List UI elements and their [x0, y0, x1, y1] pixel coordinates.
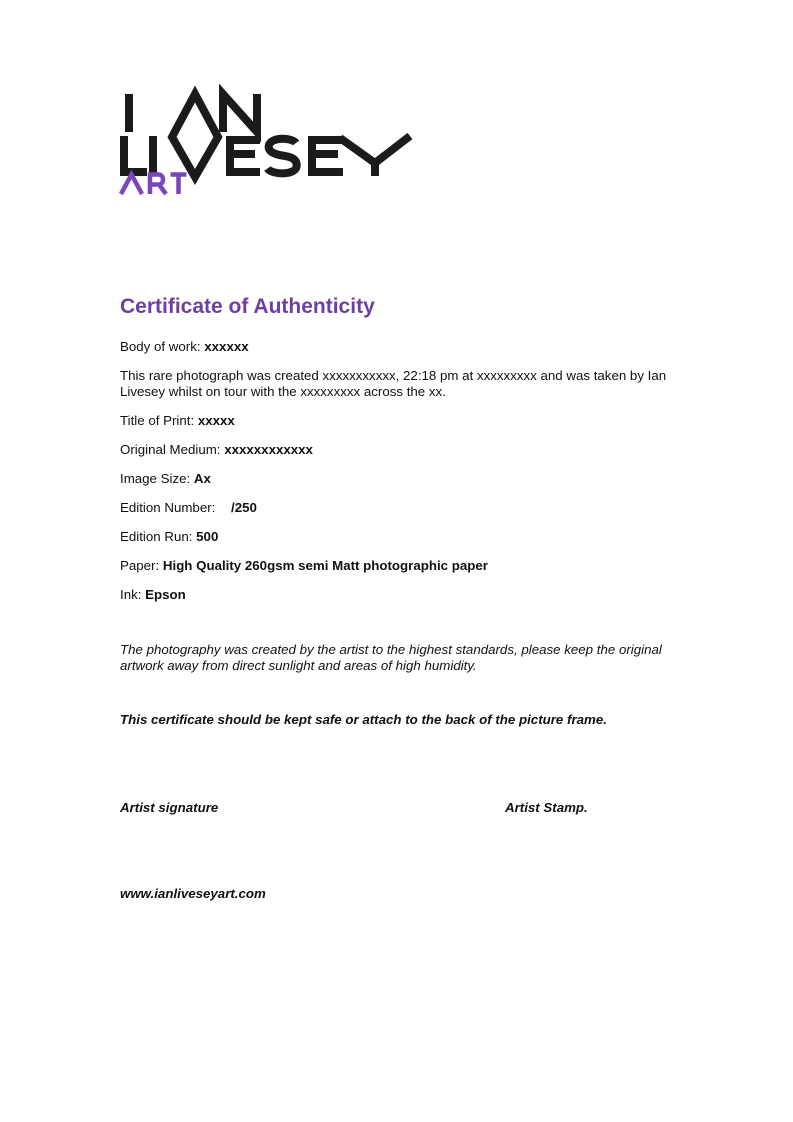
logo-livesey-text	[124, 136, 410, 176]
logo-art-text	[121, 175, 187, 195]
care-line-2: artwork away from direct sunlight and areas of high humidity.	[120, 658, 477, 673]
field-value: Ax	[193, 471, 211, 486]
signature-row	[120, 800, 675, 816]
field-value: xxxxxxxxxxxx	[224, 442, 313, 457]
certificate-body	[120, 339, 675, 902]
logo-graphic	[118, 84, 438, 196]
field-edition-number	[120, 500, 675, 516]
artist-signature-label: Artist signature	[120, 800, 219, 815]
field-ink	[120, 587, 675, 603]
provenance-line-1: This rare photograph was created xxxxxxxxxxx, 22:18 pm at xxxxxxxxx and was taken by Ian	[120, 368, 667, 383]
field-value: xxxxxx	[204, 339, 249, 354]
field-label: Edition Run:	[120, 529, 193, 544]
website-url: www.ianliveseyart.com	[120, 886, 266, 901]
field-label: Edition Number:	[120, 500, 216, 515]
field-paper	[120, 558, 675, 574]
field-image-size	[120, 471, 675, 487]
field-original-medium	[120, 442, 675, 458]
field-value: 500	[196, 529, 219, 544]
field-label: Body of work:	[120, 339, 201, 354]
field-edition-run	[120, 529, 675, 545]
field-label: Original Medium:	[120, 442, 221, 457]
field-value: Epson	[145, 587, 186, 602]
provenance-paragraph	[120, 368, 675, 400]
provenance-line-2: Livesey whilst on tour with the xxxxxxxxx across the xx.	[120, 384, 446, 399]
keep-safe-note: This certificate should be kept safe or attach to the back of the picture frame.	[120, 712, 607, 727]
certificate-title: Certificate of Authenticity	[120, 295, 375, 319]
field-value: /250	[231, 500, 257, 515]
field-value: xxxxx	[197, 413, 235, 428]
ian-livesey-art-logo	[118, 84, 438, 196]
field-value: High Quality 260gsm semi Matt photographic paper	[162, 558, 488, 573]
logo-diamond	[172, 94, 218, 177]
field-title-of-print	[120, 413, 675, 429]
field-label: Paper:	[120, 558, 160, 573]
care-line-1: The photography was created by the artist to the highest standards, please keep the original	[120, 642, 662, 657]
artist-stamp-label: Artist Stamp.	[505, 800, 588, 815]
field-label: Ink:	[120, 587, 142, 602]
field-label: Image Size:	[120, 471, 191, 486]
field-label: Title of Print:	[120, 413, 195, 428]
care-instructions	[120, 642, 675, 674]
field-body-of-work	[120, 339, 675, 355]
